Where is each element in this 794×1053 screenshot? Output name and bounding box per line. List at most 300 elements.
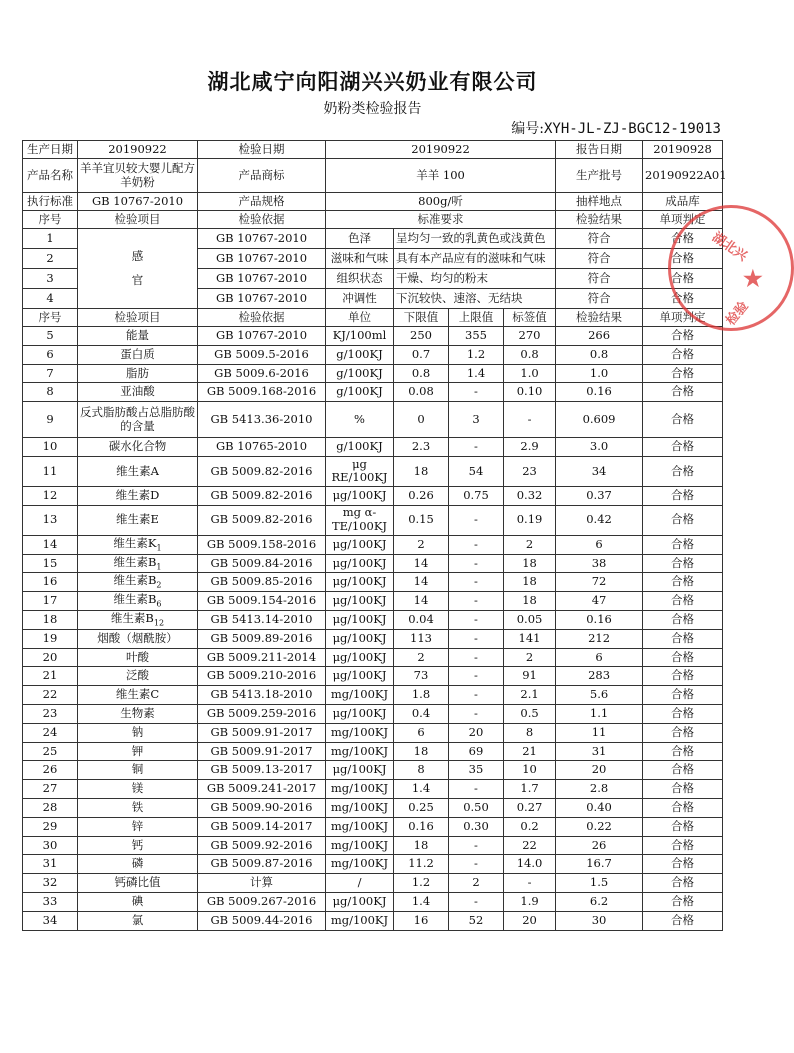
info-row-product [23, 159, 723, 193]
row-no: 1 [23, 229, 78, 249]
row-judge: 合格 [643, 892, 723, 911]
table-row [23, 438, 723, 457]
table-row [23, 874, 723, 893]
row-unit: μg/100KJ [326, 573, 394, 592]
row-label-value: 1.0 [504, 364, 556, 383]
row-max: - [449, 780, 504, 799]
company-title: 湖北咸宁向阳湖兴兴奶业有限公司 [207, 69, 538, 94]
row-min: 14 [394, 573, 449, 592]
row-no: 21 [23, 667, 78, 686]
row-judge: 合格 [643, 648, 723, 667]
row-max: - [449, 535, 504, 554]
row-unit: mg/100KJ [326, 742, 394, 761]
table-row [23, 456, 723, 486]
row-judge: 合格 [643, 761, 723, 780]
row-no: 11 [23, 456, 78, 486]
sample-label: 抽样地点 [556, 193, 643, 211]
row-min: 18 [394, 456, 449, 486]
spec-value: 800g/听 [326, 193, 556, 211]
row-item [78, 345, 198, 364]
row-label-value: 91 [504, 667, 556, 686]
row-no: 22 [23, 686, 78, 705]
row-basis: GB 5009.85-2016 [198, 573, 326, 592]
row-result: 34 [556, 456, 643, 486]
row-label-value: 270 [504, 327, 556, 346]
row-min: 18 [394, 742, 449, 761]
row-max: - [449, 383, 504, 402]
row-max: - [449, 704, 504, 723]
row-result: 30 [556, 911, 643, 930]
row-judge: 合格 [643, 742, 723, 761]
row-result: 符合 [556, 249, 643, 269]
sensory-header [23, 211, 723, 229]
sensory-requirement: 下沉较快、速溶、无结块 [394, 289, 556, 309]
table-row [23, 327, 723, 346]
row-result: 6 [556, 535, 643, 554]
row-label-value: 18 [504, 573, 556, 592]
table-row [23, 761, 723, 780]
sensory-h-item: 检验项目 [78, 211, 198, 229]
row-label-value: 0.5 [504, 704, 556, 723]
row-basis: GB 5009.90-2016 [198, 798, 326, 817]
row-basis: GB 5413.36-2010 [198, 402, 326, 438]
row-judge: 合格 [643, 667, 723, 686]
row-item-text: 泛酸 [126, 668, 149, 683]
row-item-text: 铜 [131, 762, 144, 777]
row-result: 6.2 [556, 892, 643, 911]
table-row [23, 836, 723, 855]
row-result: 1.5 [556, 874, 643, 893]
table-row [23, 780, 723, 799]
row-basis: GB 5009.82-2016 [198, 456, 326, 486]
row-unit: g/100KJ [326, 364, 394, 383]
row-max: 35 [449, 761, 504, 780]
row-result: 283 [556, 667, 643, 686]
row-judge: 合格 [643, 855, 723, 874]
row-min: 0.7 [394, 345, 449, 364]
row-no: 33 [23, 892, 78, 911]
sensory-category-char2: 官 [131, 272, 144, 287]
row-item-text: 磷 [131, 856, 144, 871]
sensory-h-req: 标准要求 [326, 211, 556, 229]
sensory-requirement: 具有本产品应有的滋味和气味 [394, 249, 556, 269]
row-basis: 计算 [198, 874, 326, 893]
row-max: - [449, 592, 504, 611]
prod-name-label: 产品名称 [23, 159, 78, 193]
row-basis: GB 5009.210-2016 [198, 667, 326, 686]
row-no: 30 [23, 836, 78, 855]
row-label-value: 0.19 [504, 505, 556, 535]
row-result: 0.40 [556, 798, 643, 817]
row-judge: 合格 [643, 269, 723, 289]
row-judge: 合格 [643, 911, 723, 930]
brand-value: 羊羊 100 [326, 159, 556, 193]
row-label-value: 1.9 [504, 892, 556, 911]
row-label-value: 2 [504, 535, 556, 554]
row-judge: 合格 [643, 486, 723, 505]
row-label-value: - [504, 402, 556, 438]
row-judge: 合格 [643, 592, 723, 611]
row-item-text: 碳水化合物 [108, 439, 167, 454]
report-subtitle: 奶粉类检验报告 [323, 101, 422, 117]
row-max: 1.2 [449, 345, 504, 364]
physchem-h-item: 检验项目 [78, 309, 198, 327]
table-row [23, 723, 723, 742]
row-min: 1.8 [394, 686, 449, 705]
row-label-value: 21 [504, 742, 556, 761]
row-label-value: - [504, 874, 556, 893]
row-judge: 合格 [643, 402, 723, 438]
row-label-value: 18 [504, 592, 556, 611]
row-result: 0.22 [556, 817, 643, 836]
row-no: 31 [23, 855, 78, 874]
row-item [78, 798, 198, 817]
row-basis: GB 5009.13-2017 [198, 761, 326, 780]
row-judge: 合格 [643, 438, 723, 457]
row-item-text: 维生素C [115, 687, 160, 702]
row-min: 0.15 [394, 505, 449, 535]
row-min: 2 [394, 648, 449, 667]
row-result: 266 [556, 327, 643, 346]
row-basis: GB 10767-2010 [198, 269, 326, 289]
row-min: 2.3 [394, 438, 449, 457]
row-unit: μg/100KJ [326, 761, 394, 780]
row-no: 2 [23, 249, 78, 269]
row-unit: mg/100KJ [326, 686, 394, 705]
row-label-value: 14.0 [504, 855, 556, 874]
row-label-value: 141 [504, 629, 556, 648]
row-min: 73 [394, 667, 449, 686]
prod-name-value: 羊羊宜贝较大婴儿配方羊奶粉 [78, 159, 198, 193]
table-row [23, 704, 723, 723]
row-basis: GB 10765-2010 [198, 438, 326, 457]
physchem-h-judge: 单项判定 [643, 309, 723, 327]
table-row [23, 855, 723, 874]
row-judge: 合格 [643, 554, 723, 573]
row-basis: GB 5009.87-2016 [198, 855, 326, 874]
row-basis: GB 5009.91-2017 [198, 742, 326, 761]
row-no: 32 [23, 874, 78, 893]
row-no: 12 [23, 486, 78, 505]
row-min: 2 [394, 535, 449, 554]
row-no: 29 [23, 817, 78, 836]
row-unit: μg RE/100KJ [326, 456, 394, 486]
row-unit: mg/100KJ [326, 836, 394, 855]
row-unit: mg/100KJ [326, 911, 394, 930]
row-result: 符合 [556, 289, 643, 309]
row-basis: GB 10767-2010 [198, 327, 326, 346]
row-result: 11 [556, 723, 643, 742]
row-basis: GB 5009.82-2016 [198, 486, 326, 505]
row-max: - [449, 686, 504, 705]
row-no: 14 [23, 535, 78, 554]
row-result: 47 [556, 592, 643, 611]
report-code-label: 编号: [511, 121, 544, 137]
report-code-value: XYH-JL-ZJ-BGC12-19013 [543, 121, 721, 137]
row-label-value: 18 [504, 554, 556, 573]
row-item-text: 维生素B [113, 554, 157, 569]
row-item-text: 蛋白质 [120, 346, 155, 361]
row-basis: GB 10767-2010 [198, 249, 326, 269]
row-label-value: 0.10 [504, 383, 556, 402]
row-judge: 合格 [643, 289, 723, 309]
row-no: 23 [23, 704, 78, 723]
row-result: 6 [556, 648, 643, 667]
row-label-value: 0.8 [504, 345, 556, 364]
row-no: 5 [23, 327, 78, 346]
row-min: 6 [394, 723, 449, 742]
row-max: - [449, 836, 504, 855]
row-item [78, 592, 198, 611]
row-result: 16.7 [556, 855, 643, 874]
physchem-h-basis: 检验依据 [198, 309, 326, 327]
row-basis: GB 5009.168-2016 [198, 383, 326, 402]
table-row [23, 486, 723, 505]
row-unit: μg/100KJ [326, 554, 394, 573]
row-min: 0.16 [394, 817, 449, 836]
row-max: 355 [449, 327, 504, 346]
row-result: 0.16 [556, 383, 643, 402]
row-item-text: 氯 [131, 912, 144, 927]
row-item-subscript: 2 [156, 580, 162, 590]
row-no: 26 [23, 761, 78, 780]
row-no: 20 [23, 648, 78, 667]
report-code [511, 118, 721, 138]
row-item-subscript: 6 [156, 599, 162, 609]
physchem-h-max: 上限值 [449, 309, 504, 327]
row-max: 3 [449, 402, 504, 438]
row-judge: 合格 [643, 704, 723, 723]
row-basis: GB 5009.6-2016 [198, 364, 326, 383]
row-max: 54 [449, 456, 504, 486]
row-no: 25 [23, 742, 78, 761]
row-item-text: 维生素B [113, 592, 157, 607]
row-item-text: 维生素D [115, 487, 160, 502]
row-unit: mg/100KJ [326, 855, 394, 874]
row-result: 3.0 [556, 438, 643, 457]
physchem-h-min: 下限值 [394, 309, 449, 327]
row-judge: 合格 [643, 836, 723, 855]
row-result: 0.42 [556, 505, 643, 535]
row-min: 0.26 [394, 486, 449, 505]
row-basis: GB 5009.267-2016 [198, 892, 326, 911]
row-label-value: 23 [504, 456, 556, 486]
row-item-text: 维生素B [113, 573, 157, 588]
row-item-text: 维生素A [116, 463, 159, 478]
physchem-h-result: 检验结果 [556, 309, 643, 327]
row-unit: mg/100KJ [326, 723, 394, 742]
physchem-h-unit: 单位 [326, 309, 394, 327]
row-result: 212 [556, 629, 643, 648]
row-basis: GB 5009.241-2017 [198, 780, 326, 799]
table-row [23, 911, 723, 930]
batch-value: 20190922A01 [643, 159, 723, 193]
row-item-subscript: 1 [156, 561, 162, 571]
row-min: 0 [394, 402, 449, 438]
row-result: 符合 [556, 229, 643, 249]
report-table [22, 140, 727, 931]
row-result: 0.37 [556, 486, 643, 505]
sensory-h-result: 检验结果 [556, 211, 643, 229]
row-basis: GB 10767-2010 [198, 229, 326, 249]
row-basis: GB 5009.158-2016 [198, 535, 326, 554]
row-max: 2 [449, 874, 504, 893]
row-item [78, 874, 198, 893]
table-row [23, 364, 723, 383]
row-min: 0.25 [394, 798, 449, 817]
brand-label: 产品商标 [198, 159, 326, 193]
row-label-value: 8 [504, 723, 556, 742]
row-result: 26 [556, 836, 643, 855]
row-max: - [449, 892, 504, 911]
row-result: 0.8 [556, 345, 643, 364]
table-row [23, 402, 723, 438]
stamp-text-bottom: 检验 [723, 299, 752, 329]
row-basis: GB 5009.92-2016 [198, 836, 326, 855]
row-item-text: 反式脂肪酸占总脂肪酸的含量 [80, 404, 195, 433]
row-unit: g/100KJ [326, 438, 394, 457]
row-result: 符合 [556, 269, 643, 289]
row-item-subscript: 1 [156, 543, 162, 553]
row-label-value: 0.05 [504, 610, 556, 629]
row-unit: μg/100KJ [326, 704, 394, 723]
row-item [78, 456, 198, 486]
row-item-text: 亚油酸 [120, 384, 155, 399]
row-label-value: 20 [504, 911, 556, 930]
table-row [23, 629, 723, 648]
row-result: 5.6 [556, 686, 643, 705]
sensory-h-judge: 单项判定 [643, 211, 723, 229]
prod-date-value: 20190922 [78, 141, 198, 159]
row-item-text: 叶酸 [126, 649, 149, 664]
row-item-text: 钙磷比值 [114, 875, 161, 890]
row-item [78, 723, 198, 742]
table-row [23, 742, 723, 761]
row-min: 113 [394, 629, 449, 648]
row-item [78, 780, 198, 799]
report-date-value: 20190928 [643, 141, 723, 159]
row-no: 27 [23, 780, 78, 799]
sensory-item: 组织状态 [326, 269, 394, 289]
table-row [23, 535, 723, 554]
row-no: 19 [23, 629, 78, 648]
row-item-text: 钙 [131, 837, 144, 852]
row-judge: 合格 [643, 817, 723, 836]
table-row [23, 573, 723, 592]
row-item-text: 镁 [131, 781, 144, 796]
row-no: 17 [23, 592, 78, 611]
row-no: 24 [23, 723, 78, 742]
row-basis: GB 5009.84-2016 [198, 554, 326, 573]
row-item [78, 817, 198, 836]
row-basis: GB 5413.14-2010 [198, 610, 326, 629]
row-max: 0.75 [449, 486, 504, 505]
table-row [23, 798, 723, 817]
row-min: 1.4 [394, 892, 449, 911]
row-label-value: 22 [504, 836, 556, 855]
row-min: 0.4 [394, 704, 449, 723]
row-basis: GB 5009.154-2016 [198, 592, 326, 611]
row-min: 1.4 [394, 780, 449, 799]
row-item [78, 667, 198, 686]
row-item-text: 钾 [131, 743, 144, 758]
row-min: 16 [394, 911, 449, 930]
table-row [23, 817, 723, 836]
row-item-text: 维生素E [116, 512, 159, 527]
row-label-value: 1.7 [504, 780, 556, 799]
row-no: 18 [23, 610, 78, 629]
spec-label: 产品规格 [198, 193, 326, 211]
row-item [78, 836, 198, 855]
report-table-body [23, 141, 727, 931]
row-judge: 合格 [643, 629, 723, 648]
row-item [78, 505, 198, 535]
table-row [23, 610, 723, 629]
physchem-h-no: 序号 [23, 309, 78, 327]
sensory-item: 滋味和气味 [326, 249, 394, 269]
row-result: 31 [556, 742, 643, 761]
row-item [78, 383, 198, 402]
table-row [23, 505, 723, 535]
row-label-value: 0.27 [504, 798, 556, 817]
row-result: 1.1 [556, 704, 643, 723]
row-unit: mg/100KJ [326, 780, 394, 799]
row-no: 8 [23, 383, 78, 402]
info-row-dates [23, 141, 723, 159]
row-max: - [449, 667, 504, 686]
stamp-star-icon: ★ [743, 266, 763, 292]
row-judge: 合格 [643, 723, 723, 742]
row-unit: mg/100KJ [326, 817, 394, 836]
row-item [78, 742, 198, 761]
row-basis: GB 5009.259-2016 [198, 704, 326, 723]
table-row [23, 554, 723, 573]
row-label-value: 0.2 [504, 817, 556, 836]
row-label-value: 0.32 [504, 486, 556, 505]
row-item [78, 686, 198, 705]
row-no: 16 [23, 573, 78, 592]
row-unit: μg/100KJ [326, 648, 394, 667]
row-unit: mg α-TE/100KJ [326, 505, 394, 535]
row-max: 20 [449, 723, 504, 742]
row-min: 14 [394, 592, 449, 611]
row-min: 1.2 [394, 874, 449, 893]
standard-value: GB 10767-2010 [78, 193, 198, 211]
stamp-text-top: 湖北兴 [709, 229, 750, 265]
row-label-value: 10 [504, 761, 556, 780]
row-min: 8 [394, 761, 449, 780]
row-max: - [449, 855, 504, 874]
row-max: - [449, 505, 504, 535]
sensory-category-char1: 感 [131, 248, 144, 263]
row-item [78, 892, 198, 911]
row-item [78, 327, 198, 346]
row-item-subscript: 12 [153, 618, 165, 628]
row-basis: GB 5413.18-2010 [198, 686, 326, 705]
row-basis: GB 5009.5-2016 [198, 345, 326, 364]
row-max: 52 [449, 911, 504, 930]
row-basis: GB 5009.44-2016 [198, 911, 326, 930]
batch-label: 生产批号 [556, 159, 643, 193]
row-basis: GB 5009.89-2016 [198, 629, 326, 648]
row-max: 0.30 [449, 817, 504, 836]
row-no: 3 [23, 269, 78, 289]
row-no: 28 [23, 798, 78, 817]
row-item-text: 铁 [131, 799, 144, 814]
row-item [78, 629, 198, 648]
row-min: 0.04 [394, 610, 449, 629]
table-row [23, 648, 723, 667]
